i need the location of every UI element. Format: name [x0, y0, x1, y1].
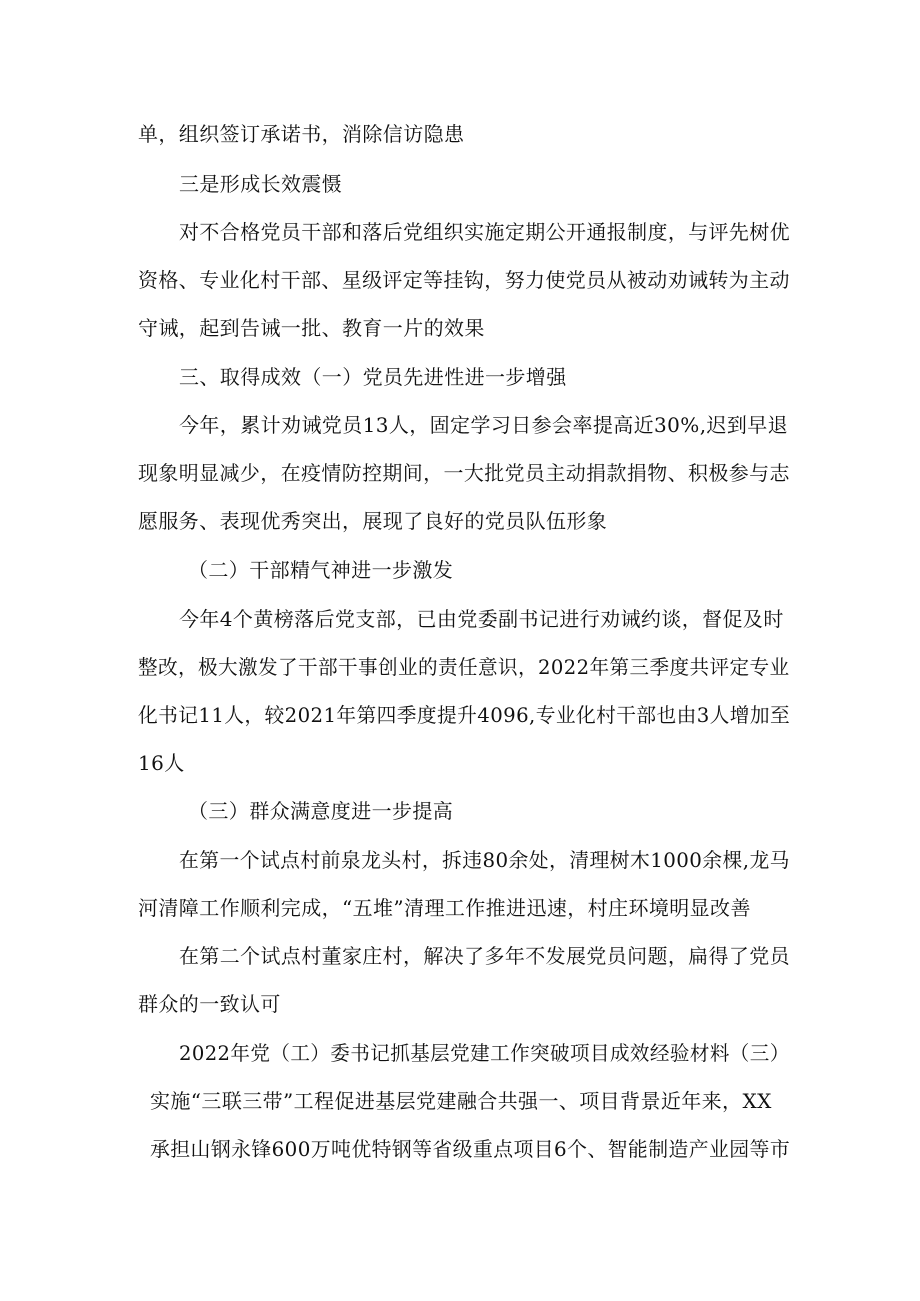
text-line-14: 16人 — [138, 751, 185, 775]
text-line-9: 愿服务、表现优秀突出，展现了良好的党员队伍形象 — [138, 509, 608, 533]
text-line-2: 三是形成长效震慑 — [179, 172, 343, 196]
text-line-20: 2022年党（工）委书记抓基层党建工作突破项目成效经验材料（三） — [179, 1041, 790, 1065]
text-line-17: 河清障工作顺利完成，“五堆”清理工作推进迅速，村庄环境明显改善 — [138, 896, 751, 920]
text-line-11: 今年4个黄榜落后党支部，已由党委副书记进行劝诫约谈，督促及时 — [179, 607, 784, 631]
text-line-10: （二）干部精气神进一步激发 — [188, 558, 454, 582]
text-line-13: 化书记11人，较2021年第四季度提升4096,专业化村干部也由3人增加至 — [138, 703, 791, 727]
text-line-22: 承担山钢永锋600万吨优特钢等省级重点项目6个、智能制造产业园等市 — [150, 1137, 791, 1161]
text-line-12: 整改，极大激发了干部干事创业的责任意识，2022年第三季度共评定专业 — [138, 655, 790, 679]
text-line-15: （三）群众满意度进一步提高 — [188, 799, 454, 823]
text-line-3: 对不合格党员干部和落后党组织实施定期公开通报制度，与评先树优 — [179, 220, 791, 244]
text-line-19: 群众的一致认可 — [138, 992, 281, 1016]
text-line-16: 在第一个试点村前泉龙头村，拆违80余处，清理树木1000余棵,龙马 — [179, 848, 790, 872]
text-line-1: 单，组织签订承诺书，消除信访隐患 — [138, 122, 465, 146]
text-line-18: 在第二个试点村董家庄村，解决了多年不发展党员问题，扁得了党员 — [179, 944, 791, 968]
text-line-4: 资格、专业化村干部、星级评定等挂钩，努力使党员从被动劝诫转为主动 — [138, 268, 790, 292]
text-line-8: 现象明显减少，在疫情防控期间，一大批党员主动捐款捐物、积极参与志 — [138, 461, 790, 485]
text-line-5: 守诫，起到告诫一批、教育一片的效果 — [138, 316, 485, 340]
text-line-6: 三、取得成效（一）党员先进性进一步增强 — [179, 365, 567, 389]
text-line-7: 今年，累计劝诫党员13人，固定学习日参会率提高近30%,迟到早退 — [179, 413, 789, 437]
text-line-21: 实施“三联三带”工程促进基层党建融合共强一、项目背景近年来，XX — [150, 1089, 772, 1113]
